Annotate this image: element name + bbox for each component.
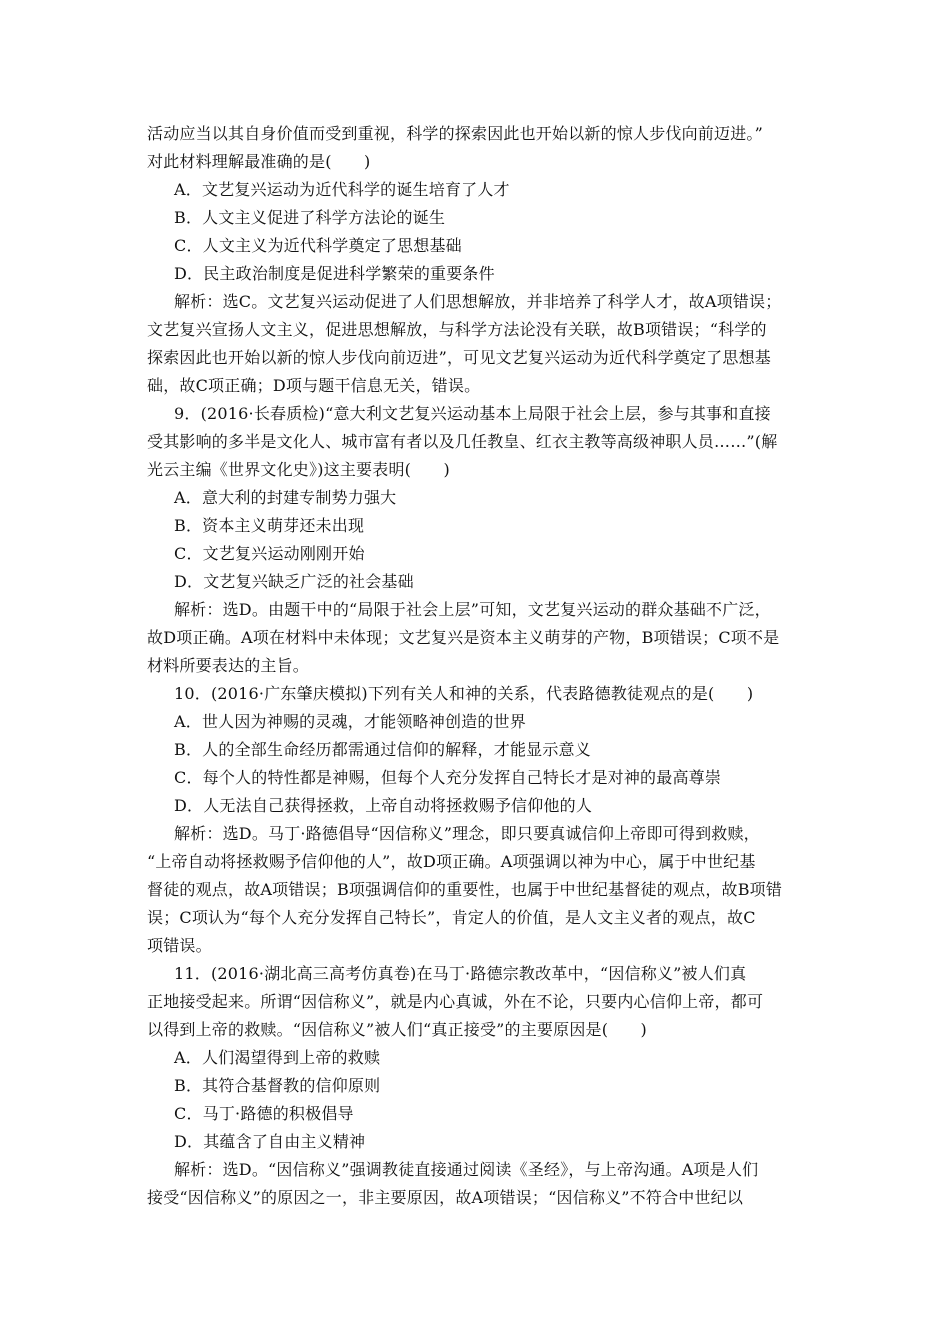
option-c: C．马丁·路德的积极倡导 <box>174 1104 354 1123</box>
option-b: B．资本主义萌芽还未出现 <box>174 516 365 535</box>
option-b: B．其符合基督教的信仰原则 <box>174 1076 381 1095</box>
question-9-stem: 光云主编《世界文化史》)这主要表明( ) <box>147 460 450 479</box>
option-d: D．文艺复兴缺乏广泛的社会基础 <box>174 572 414 591</box>
analysis-line: 础，故C项正确；D项与题干信息无关，错误。 <box>147 376 481 395</box>
analysis-line: 解析：选D。由题干中的“局限于社会上层”可知，文艺复兴运动的群众基础不广泛， <box>174 600 771 619</box>
option-b: B．人文主义促进了科学方法论的诞生 <box>174 208 446 227</box>
option-d: D．其蕴含了自由主义精神 <box>174 1132 366 1151</box>
analysis-line: 项错误。 <box>147 936 212 955</box>
analysis-line: 故D项正确。A项在材料中未体现；文艺复兴是资本主义萌芽的产物，B项错误；C项不是 <box>147 628 780 647</box>
analysis-line: 探索因此也开始以新的惊人步伐向前迈进”，可见文艺复兴运动为近代科学奠定了思想基 <box>147 348 771 367</box>
option-a: A．意大利的封建专制势力强大 <box>174 488 397 507</box>
question-9-stem: 受其影响的多半是文化人、城市富有者以及几任教皇、红衣主教等高级神职人员……”(解 <box>147 432 778 451</box>
analysis-line: 督徒的观点，故A项错误；B项强调信仰的重要性，也属于中世纪基督徒的观点，故B项错 <box>147 880 783 899</box>
question-11-stem: 11．(2016·湖北高三高考仿真卷)在马丁·路德宗教改革中，“因信称义”被人们真 <box>174 964 747 983</box>
option-a: A．世人因为神赐的灵魂，才能领略神创造的世界 <box>174 712 526 731</box>
analysis-line: 接受“因信称义”的原因之一，非主要原因，故A项错误；“因信称义”不符合中世纪以 <box>147 1188 744 1207</box>
text-line: 活动应当以其自身价值而受到重视，科学的探索因此也开始以新的惊人步伐向前迈进。” <box>147 124 763 143</box>
question-11-stem: 以得到上帝的救赎。“因信称义”被人们“真正接受”的主要原因是( ) <box>147 1020 648 1039</box>
analysis-line: 解析：选D。马丁·路德倡导“因信称义”理念，即只要真诚信仰上帝即可得到救赎， <box>174 824 760 843</box>
analysis-line: 解析：选C。文艺复兴运动促进了人们思想解放，并非培养了科学人才，故A项错误； <box>174 292 782 311</box>
analysis-line: 解析：选D。“因信称义”强调教徒直接通过阅读《圣经》，与上帝沟通。A项是人们 <box>174 1160 759 1179</box>
option-d: D．民主政治制度是促进科学繁荣的重要条件 <box>174 264 495 283</box>
option-c: C．人文主义为近代科学奠定了思想基础 <box>174 236 462 255</box>
analysis-line: 材料所要表达的主旨。 <box>147 656 310 675</box>
question-stem: 对此材料理解最准确的是( ) <box>147 152 371 171</box>
question-11-stem: 正地接受起来。所谓“因信称义”，就是内心真诚，外在不论，只要内心信仰上帝，都可 <box>147 992 764 1011</box>
option-a: A．人们渴望得到上帝的救赎 <box>174 1048 381 1067</box>
question-10-stem: 10．(2016·广东肇庆模拟)下列有关人和神的关系，代表路德教徒观点的是( ) <box>174 684 754 703</box>
option-c: C．每个人的特性都是神赐，但每个人充分发挥自己特长才是对神的最高尊崇 <box>174 768 722 787</box>
question-9-stem: 9．(2016·长春质检)“意大利文艺复兴运动基本上局限于社会上层，参与其事和直接 <box>174 404 771 423</box>
option-c: C．文艺复兴运动刚刚开始 <box>174 544 365 563</box>
option-a: A．文艺复兴运动为近代科学的诞生培育了人才 <box>174 180 510 199</box>
analysis-line: 文艺复兴宣扬人文主义，促进思想解放，与科学方法论没有关联，故B项错误；“科学的 <box>147 320 767 339</box>
analysis-line: “上帝自动将拯救赐予信仰他的人”，故D项正确。A项强调以神为中心，属于中世纪基 <box>147 852 756 871</box>
analysis-line: 误；C项认为“每个人充分发挥自己特长”，肯定人的价值，是人文主义者的观点，故C <box>147 908 756 927</box>
option-b: B．人的全部生命经历都需通过信仰的解释，才能显示意义 <box>174 740 591 759</box>
option-d: D．人无法自己获得拯救，上帝自动将拯救赐予信仰他的人 <box>174 796 593 815</box>
